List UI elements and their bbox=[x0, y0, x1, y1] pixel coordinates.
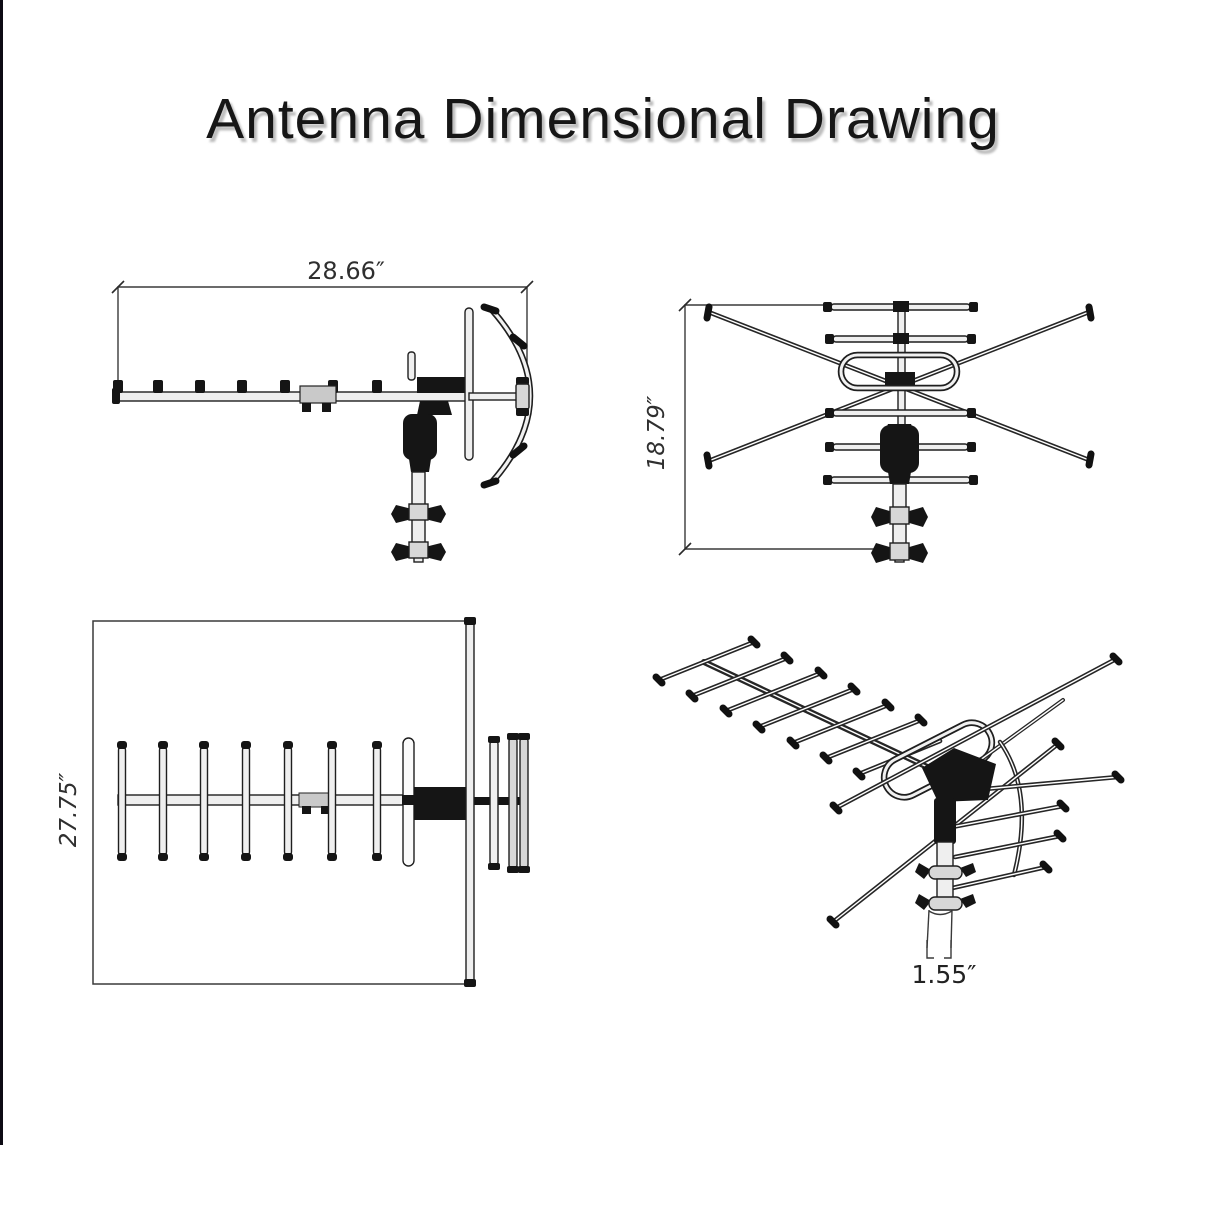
mast-clamp-lower bbox=[871, 543, 928, 563]
front-view-antenna bbox=[707, 301, 1091, 563]
mast bbox=[915, 842, 976, 948]
perspective-antenna bbox=[656, 639, 1121, 948]
page-title: Antenna Dimensional Drawing bbox=[206, 87, 1000, 151]
mast bbox=[871, 484, 928, 563]
rotor-motor-top bbox=[414, 787, 470, 820]
boom-clamp bbox=[300, 386, 336, 412]
mast-clamp-lower bbox=[915, 894, 976, 910]
side-width-dimension-label: 28.66″ bbox=[307, 257, 385, 285]
top-view-drawing bbox=[56, 617, 530, 987]
small-vertical-element bbox=[408, 352, 415, 380]
perspective-view-drawing bbox=[656, 639, 1121, 989]
vertical-element bbox=[465, 308, 473, 460]
side-view-drawing bbox=[112, 257, 533, 562]
mast-clamp-upper bbox=[391, 504, 446, 523]
mast-clamp-upper bbox=[915, 863, 976, 879]
side-view-antenna bbox=[112, 307, 530, 562]
rotor-motor bbox=[922, 748, 996, 844]
mast-clamp-upper bbox=[871, 507, 928, 527]
front-view-drawing bbox=[644, 299, 1091, 563]
mast-outline bbox=[927, 910, 952, 948]
mast-clamp-lower bbox=[391, 542, 446, 561]
reflector-bars bbox=[488, 733, 530, 873]
element-stubs bbox=[113, 380, 382, 393]
boom bbox=[898, 303, 905, 425]
mast-diameter-dimension bbox=[911, 940, 976, 989]
front-height-dimension-label: 18.79″ bbox=[644, 395, 670, 471]
junction-box bbox=[417, 377, 469, 393]
top-length-dimension-label: 27.75″ bbox=[56, 772, 82, 848]
front-element bbox=[464, 617, 476, 987]
rotor-motor bbox=[403, 401, 452, 472]
mast-diameter-dimension-label: 1.55″ bbox=[911, 960, 977, 989]
mast bbox=[391, 472, 446, 562]
rotor-motor bbox=[880, 424, 919, 484]
boom bbox=[115, 392, 470, 401]
top-view-antenna bbox=[117, 617, 530, 987]
